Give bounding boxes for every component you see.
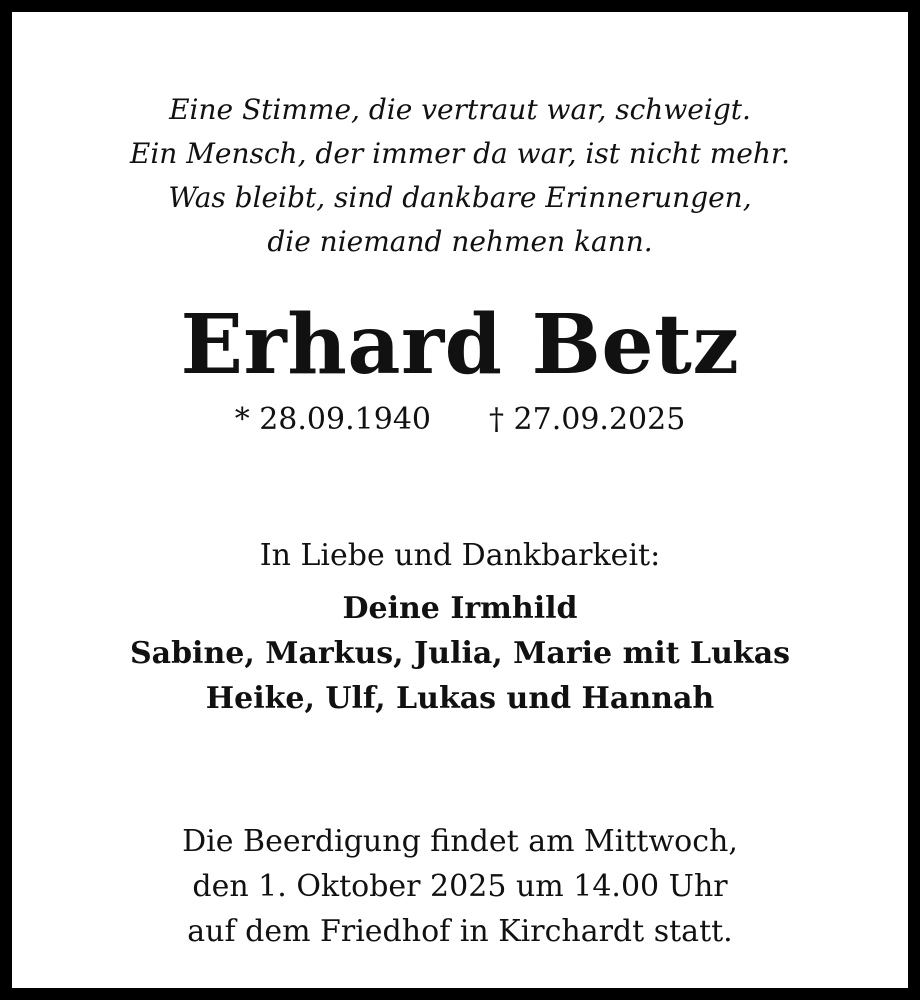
poem-line: Ein Mensch, der immer da war, ist nicht mehr. bbox=[129, 137, 791, 170]
poem-line: die niemand nehmen kann. bbox=[267, 225, 653, 258]
family-line: Heike, Ulf, Lukas und Hannah bbox=[205, 681, 715, 716]
dedication-text: In Liebe und Dankbarkeit: bbox=[259, 538, 661, 573]
poem-line: Was bleibt, sind dankbare Erinnerungen, bbox=[168, 181, 752, 214]
funeral-notice bbox=[24, 819, 896, 954]
family-line: Sabine, Markus, Julia, Marie mit Lukas bbox=[129, 636, 791, 671]
life-dates bbox=[24, 398, 896, 442]
memorial-poem bbox=[24, 88, 896, 264]
birth-date: * 28.09.1940 bbox=[234, 402, 431, 437]
family-line: Deine Irmhild bbox=[342, 591, 578, 626]
family-names bbox=[24, 586, 896, 721]
funeral-line: den 1. Oktober 2025 um 14.00 Uhr bbox=[192, 869, 728, 904]
deceased-name: Erhard Betz bbox=[180, 297, 740, 393]
death-date: † 27.09.2025 bbox=[489, 402, 686, 437]
funeral-line: auf dem Friedhof in Kirchardt statt. bbox=[187, 914, 733, 949]
poem-line: Eine Stimme, die vertraut war, schweigt. bbox=[169, 93, 751, 126]
funeral-line: Die Beerdigung findet am Mittwoch, bbox=[182, 824, 738, 859]
